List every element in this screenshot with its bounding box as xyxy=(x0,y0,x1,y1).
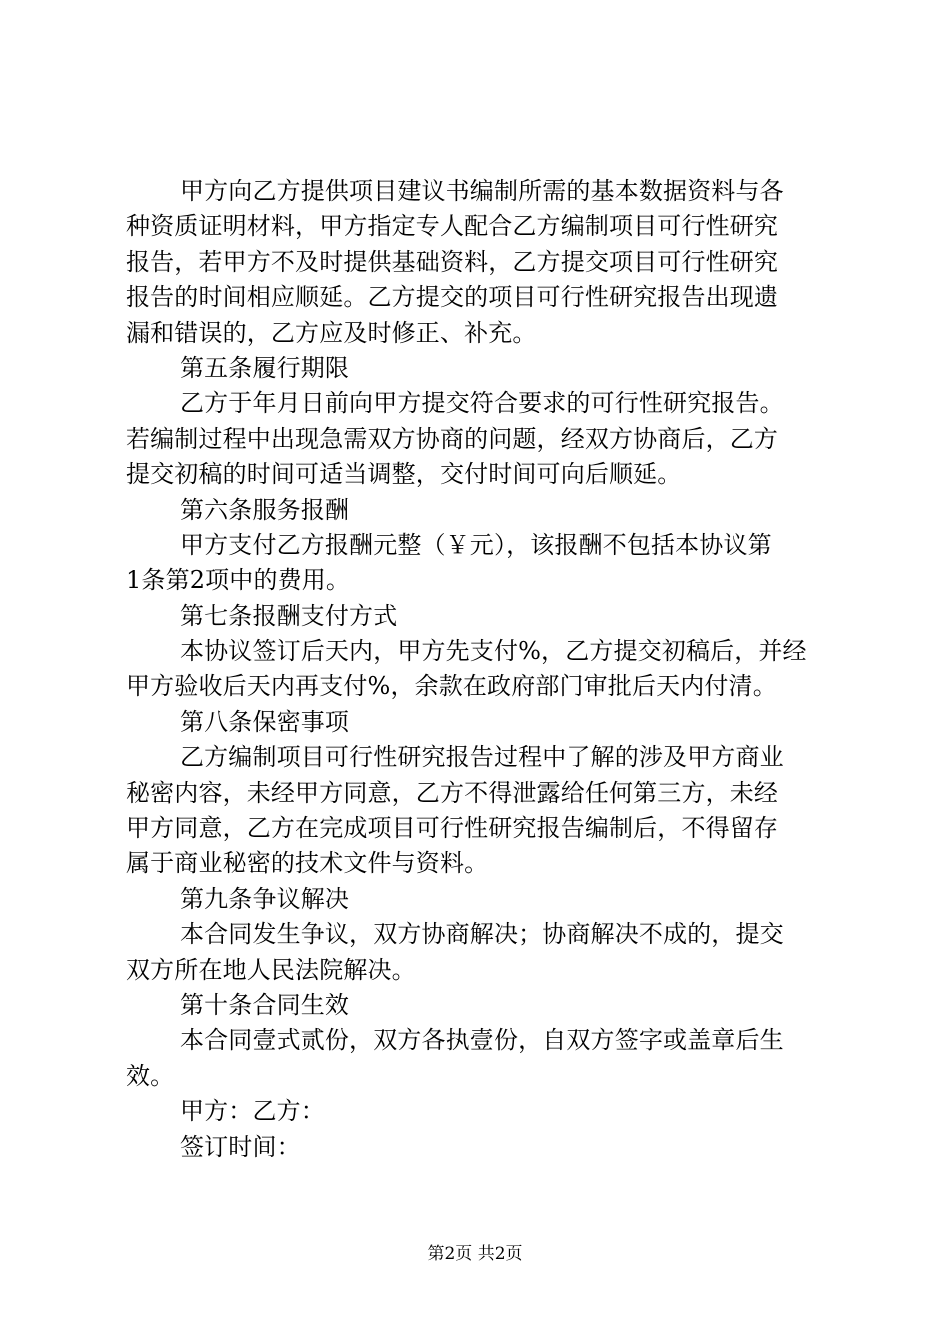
paragraph-line: 属于商业秘密的技术文件与资料。 xyxy=(126,849,489,878)
paragraph-line: 效。 xyxy=(126,1061,175,1090)
paragraph-line: 甲方同意，乙方在完成项目可行性研究报告编制后，不得留存 xyxy=(126,814,779,843)
paragraph-line: 本合同壹式贰份，双方各执壹份，自双方签字或盖章后生 xyxy=(180,1026,784,1055)
section-heading: 第七条报酬支付方式 xyxy=(180,601,398,630)
paragraph-line: 提交初稿的时间可适当调整，交付时间可向后顺延。 xyxy=(126,460,682,489)
section-heading: 第五条履行期限 xyxy=(180,353,350,382)
section-heading: 第六条服务报酬 xyxy=(180,495,350,524)
paragraph-line: 甲方支付乙方报酬元整（￥元），该报酬不包括本协议第 xyxy=(180,530,772,559)
paragraph-line: 甲方向乙方提供项目建议书编制所需的基本数据资料与各 xyxy=(180,177,784,205)
section-heading: 第十条合同生效 xyxy=(180,990,350,1019)
paragraph-line: 1条第2项中的费用。 xyxy=(126,566,351,595)
paragraph-line: 漏和错误的，乙方应及时修正、补充。 xyxy=(126,318,537,347)
paragraph-line: 乙方编制项目可行性研究报告过程中了解的涉及甲方商业 xyxy=(180,743,784,772)
page-number: 第2页 共2页 xyxy=(427,1244,523,1264)
paragraph-line: 本合同发生争议，双方协商解决；协商解决不成的，提交 xyxy=(180,920,784,949)
paragraph-line: 双方所在地人民法院解决。 xyxy=(126,955,416,984)
paragraph-line: 若编制过程中出现急需双方协商的问题，经双方协商后，乙方 xyxy=(126,424,779,453)
signing-date: 签订时间： xyxy=(180,1132,301,1161)
section-heading: 第九条争议解决 xyxy=(180,884,350,913)
paragraph-line: 种资质证明材料，甲方指定专人配合乙方编制项目可行性研究 xyxy=(126,212,779,241)
paragraph-line: 报告的时间相应顺延。乙方提交的项目可行性研究报告出现遗 xyxy=(126,283,779,312)
paragraph-line: 本协议签订后天内，甲方先支付%，乙方提交初稿后，并经 xyxy=(180,637,807,666)
paragraph-line: 乙方于年月日前向甲方提交符合要求的可行性研究报告。 xyxy=(180,389,784,418)
signature-parties: 甲方：乙方： xyxy=(180,1097,325,1126)
section-heading: 第八条保密事项 xyxy=(180,707,350,736)
document-body xyxy=(126,174,834,1165)
paragraph-line: 秘密内容，未经甲方同意，乙方不得泄露给任何第三方，未经 xyxy=(126,778,779,807)
paragraph-line: 甲方验收后天内再支付%，余款在政府部门审批后天内付清。 xyxy=(126,672,777,701)
paragraph-line: 报告，若甲方不及时提供基础资料，乙方提交项目可行性研究 xyxy=(126,247,779,276)
